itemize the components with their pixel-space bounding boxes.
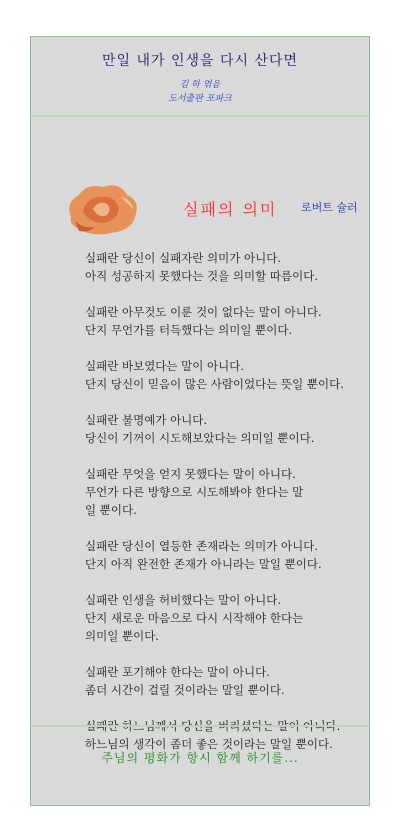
poem-line: 단지 아직 완전한 존재가 아니라는 말일 뿐이다. [85,557,322,571]
stanza [85,303,385,339]
book-title: 만일 내가 인생을 다시 산다면 [101,53,299,69]
poem-line: 실패란 불명예가 아니다. [85,413,208,427]
poem-line: 단지 무언가를 터득했다는 의미일 뿐이다. [85,323,293,337]
poem-line: 단지 당신이 믿음이 많은 사람이었다는 뜻일 뿐이다. [85,377,344,391]
stanza [85,249,385,285]
credit-editor: 김 하 엮음 [179,80,221,90]
stanza [85,357,385,393]
poem-line: 실패란 당신이 열등한 존재라는 의미가 아니다. [85,539,319,553]
poem-line: 단지 새로운 마음으로 다시 시작해야 한다는 [85,611,304,625]
poem-line: 실패란 하느님께서 당신을 버리셨다는 말이 아니다. [85,719,341,733]
poem-line: 실패란 포기해야 한다는 말이 아니다. [85,665,270,679]
poem-line: 좀더 시간이 걸릴 것이라는 말일 뿐이다. [85,683,285,697]
poem-line: 하느님의 생각이 좀더 좋은 것이라는 말일 뿐이다. [85,737,333,751]
poem-line: 실패란 아무것도 이룬 것이 없다는 말이 아니다. [85,305,322,319]
stanza [85,591,385,645]
stanza [85,537,385,573]
footer [31,725,369,807]
poem-line: 무언가 다른 방향으로 시도해봐야 한다는 말 [85,485,304,499]
poem-card [30,36,370,806]
poem-body [85,249,385,771]
poem-line: 일 뿐이다. [85,503,137,517]
poem-line: 아직 성공하지 못했다는 것을 의미할 따름이다. [85,269,319,283]
rose-flower-image [61,177,145,239]
stanza [85,411,385,447]
stanza [85,465,385,519]
poem-line: 실패란 바보였다는 말이 아니다. [85,359,245,373]
credit-publisher: 도서출판 포파크 [168,94,232,104]
poem-line: 당신이 기꺼이 시도해보았다는 의미일 뿐이다. [85,431,315,445]
poem-line: 실패란 무엇을 얻지 못했다는 말이 아니다. [85,467,296,481]
poem-line: 실패란 당신이 실패자란 의미가 아니다. [85,251,282,265]
poem-author: 로버트 슐러 [301,201,358,214]
poem-line: 의미일 뿐이다. [85,629,159,643]
blessing-text: 주님의 평화가 항시 함께 하기를... [101,751,299,765]
header [31,37,369,117]
poem-title-row [61,187,361,237]
poem-line: 실패란 인생을 허비했다는 말이 아니다. [85,593,282,607]
poem-title: 실패의 의미 [183,200,278,219]
stanza [85,663,385,699]
